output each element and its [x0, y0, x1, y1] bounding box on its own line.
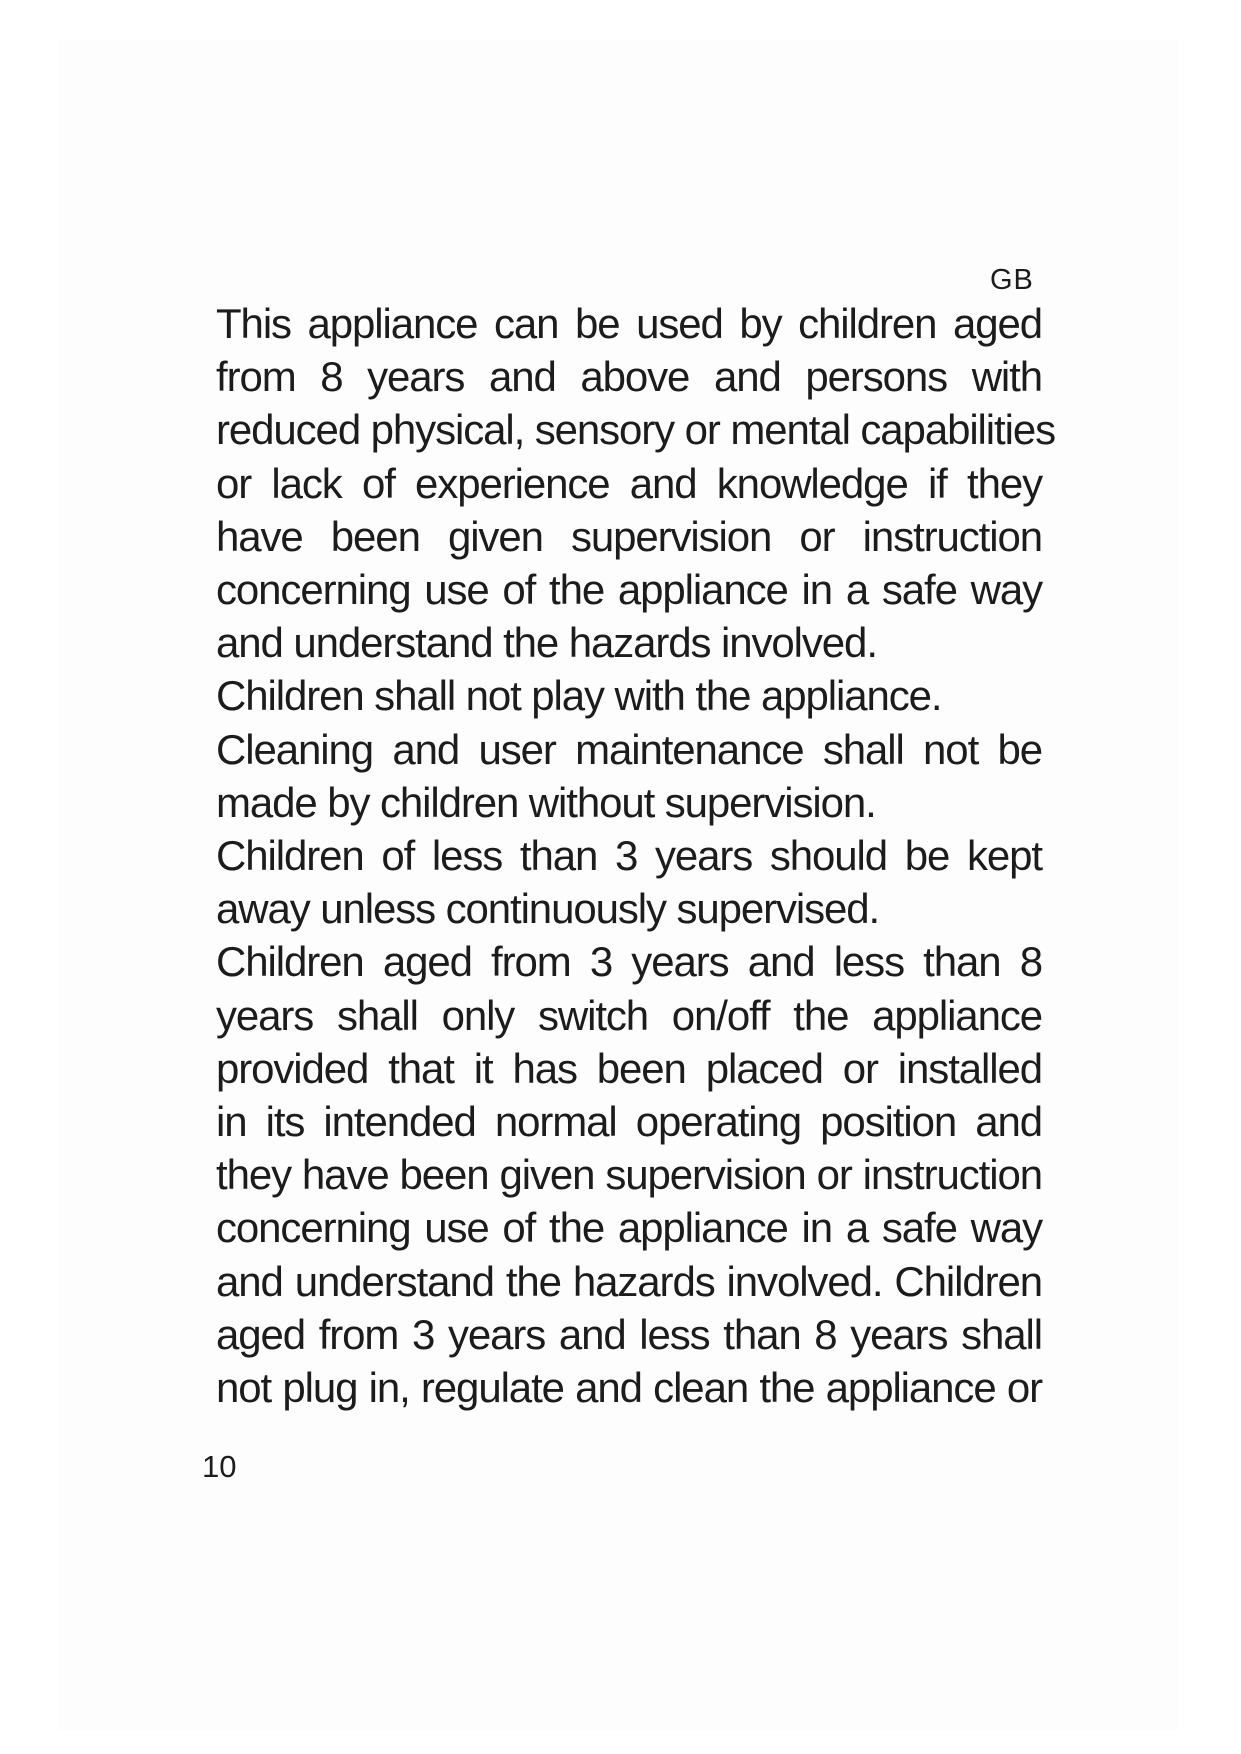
text-line: in its intended normal operating position and [216, 1098, 1042, 1146]
safety-instructions-text [216, 297, 1055, 1414]
language-code: GB [990, 264, 1034, 296]
text-line: and understand the hazards involved. Children [216, 1257, 1042, 1305]
text-line: have been given supervision or instruction [216, 512, 1042, 560]
text-line: concerning use of the appliance in a safe way [216, 1204, 1042, 1252]
text-line: Children of less than 3 years should be kept [216, 832, 1042, 880]
text-line: This appliance can be used by children aged [216, 300, 1042, 347]
text-line: Children aged from 3 years and less than 8 [216, 938, 1042, 986]
text-line: and understand the hazards involved. [216, 619, 877, 667]
text-line: they have been given supervision or instruction [216, 1151, 1042, 1199]
text-line: Children shall not play with the appliance. [216, 672, 942, 720]
text-line: from 8 years and above and persons with [216, 353, 1042, 401]
page-number: 10 [202, 1449, 237, 1484]
text-line: aged from 3 years and less than 8 years shall [216, 1310, 1042, 1358]
text-line: made by children without supervision. [216, 778, 876, 826]
text-line: Cleaning and user maintenance shall not be [216, 725, 1042, 773]
text-line: concerning use of the appliance in a safe way [216, 566, 1042, 614]
text-line: or lack of experience and knowledge if they [216, 459, 1042, 507]
text-line: provided that it has been placed or installed [216, 1044, 1042, 1092]
text-line: years shall only switch on/off the appliance [216, 991, 1042, 1039]
text-line: not plug in, regulate and clean the appliance or [216, 1364, 1042, 1412]
text-line: reduced physical, sensory or mental capabilities [216, 406, 1055, 454]
text-line: away unless continuously supervised. [216, 885, 880, 933]
